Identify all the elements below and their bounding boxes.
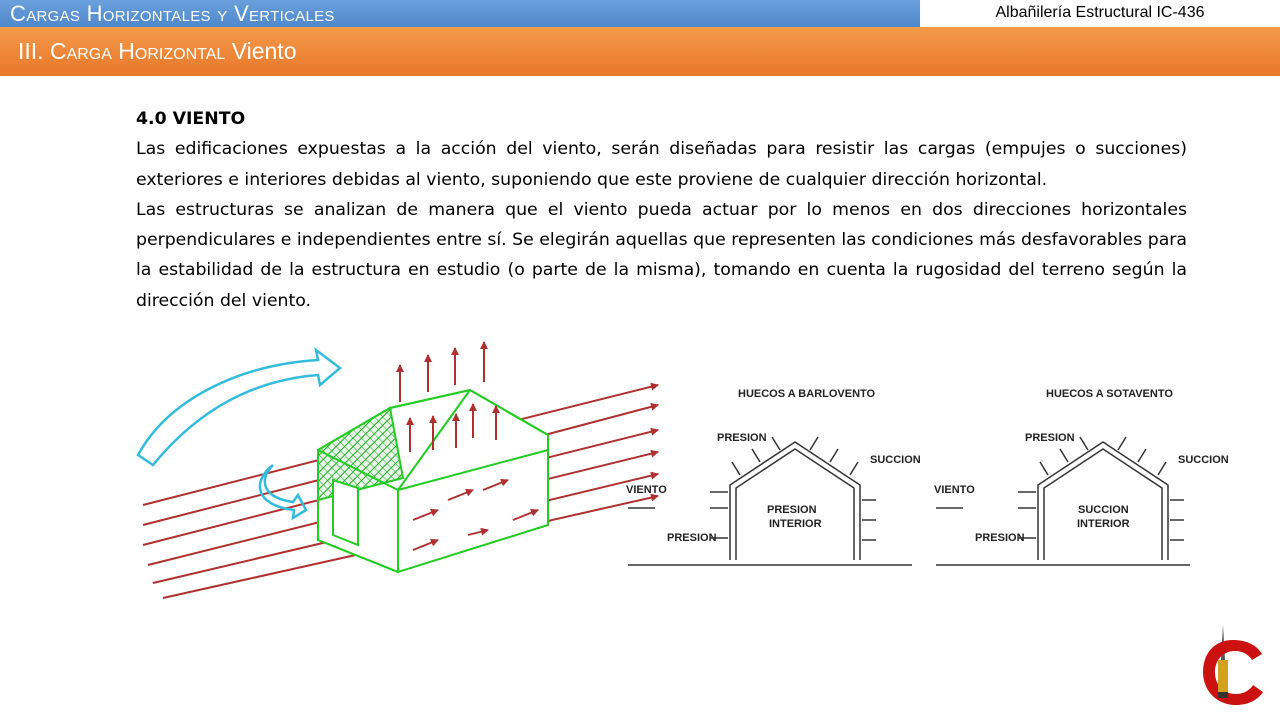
section-title-main: Carga Horizontal <box>49 38 226 64</box>
diagram-right-interior-line1: SUCCION <box>1078 504 1129 516</box>
course-label: Albañilería Estructural IC-436 <box>920 0 1280 28</box>
institution-logo-icon <box>1198 620 1268 710</box>
diagram-left-viento: VIENTO <box>626 484 667 496</box>
diagram-left-presion-bottom: PRESION <box>667 532 717 544</box>
section-title-rest: Viento <box>231 38 297 64</box>
diagram-right-presion-top: PRESION <box>1025 432 1075 444</box>
header-title: Cargas Horizontales y Verticales <box>10 1 335 26</box>
content-heading: 4.0 VIENTO <box>136 109 246 129</box>
section-diagram-leeward <box>928 380 1228 580</box>
paragraph-1: Las edificaciones expuestas a la acción del viento, serán diseñadas para resistir las cargas (empujes o succiones) exteriores e interiores debidas al viento, suponiendo que este proviene de cualquier dirección horizontal. <box>136 139 1187 190</box>
diagram-right-succion: SUCCION <box>1178 454 1229 466</box>
diagram-right-presion-bottom: PRESION <box>975 532 1025 544</box>
section-prefix: III. <box>18 38 44 64</box>
section-diagram-windward <box>620 380 920 580</box>
content-body <box>136 104 1187 316</box>
diagram-left-succion: SUCCION <box>870 454 921 466</box>
section-title <box>18 38 297 65</box>
paragraph-2: Las estructuras se analizan de manera que el viento pueda actuar por lo menos en dos direcciones horizontales perpendiculares e independientes entre sí. Se elegirán aquellas que representen las condiciones más desfavorables para la estabilidad de la estructura en estudio (o parte de la misma), tomando en cuenta la rugosidad del terreno según la dirección del viento. <box>136 199 1187 311</box>
diagram-left-title: HUECOS A BARLOVENTO <box>738 388 876 400</box>
house-wind-illustration <box>128 340 668 610</box>
header-bar <box>0 0 920 27</box>
diagram-left-presion-top: PRESION <box>717 432 767 444</box>
diagram-left-interior-line1: PRESION <box>767 504 817 516</box>
diagram-right-viento: VIENTO <box>934 484 975 496</box>
diagram-left-interior-line2: INTERIOR <box>769 518 822 530</box>
wind-flow-curve-arrow <box>138 350 340 465</box>
diagram-right-title: HUECOS A SOTAVENTO <box>1046 388 1173 400</box>
section-bar <box>0 27 1280 76</box>
diagram-right-interior-line2: INTERIOR <box>1077 518 1130 530</box>
